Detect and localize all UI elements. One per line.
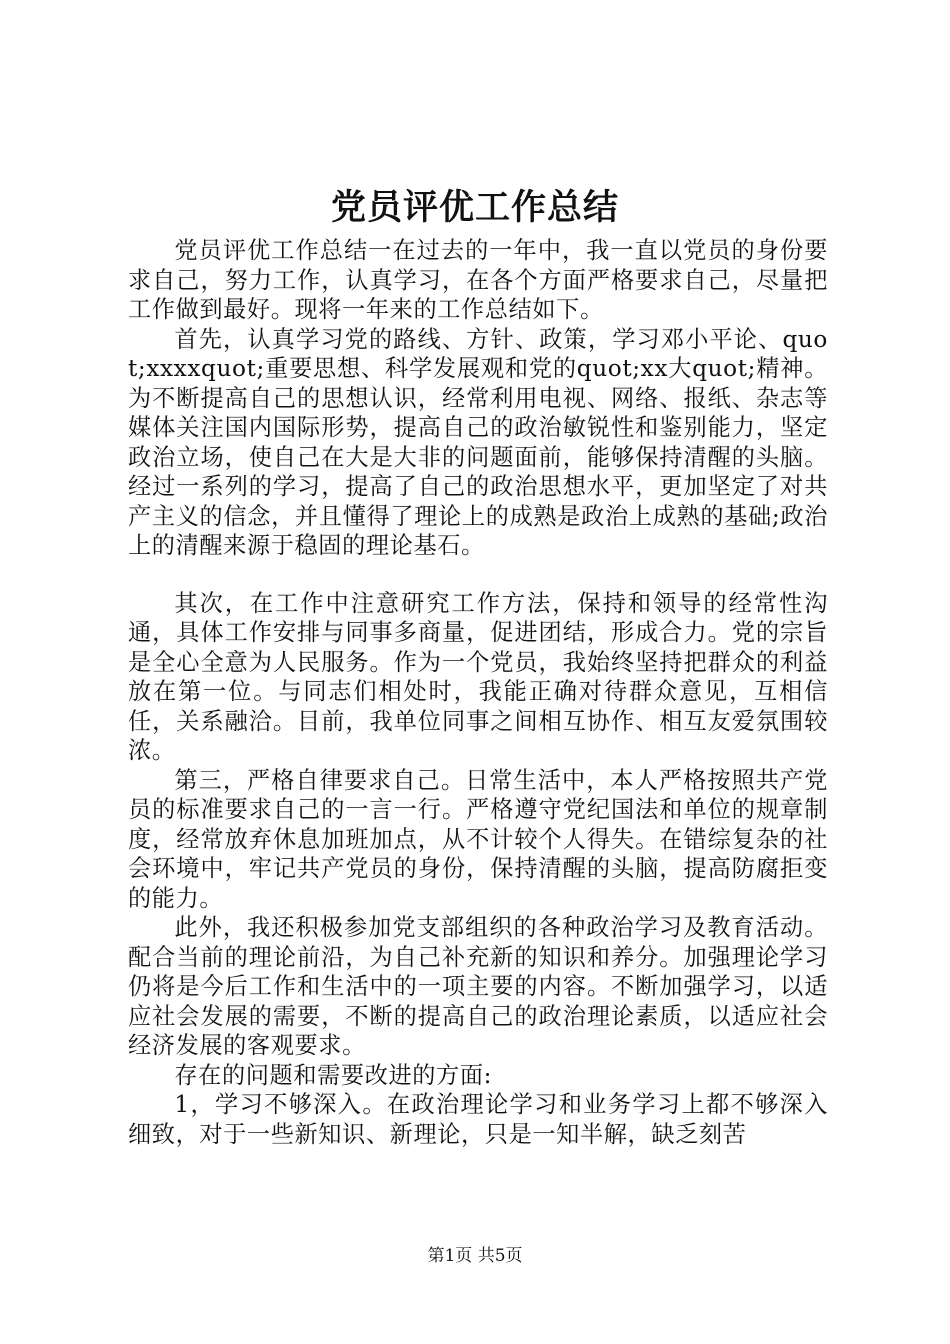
paragraph-third: 第三，严格自律要求自己。日常生活中，本人严格按照共产党员的标准要求自己的一言一行。严格遵守党纪国法和单位的规章制度，经常放弃休息加班加点，从不计较个人得失。在错综复杂的社会环境中，牢记共产党员的身份，保持清醒的头脑，提高防腐拒变的能力。: [128, 766, 828, 912]
paragraph-first: 首先，认真学习党的路线、方针、政策，学习邓小平论、quot;xxxxquot;重要思想、科学发展观和党的quot;xx大quot;精神。为不断提高自己的思想认识，经常利用电视、网络、报纸、杂志等媒体关注国内国际形势，提高自己的政治敏锐性和鉴别能力，坚定政治立场，使自己在大是大非的问题面前，能够保持清醒的头脑。经过一系列的学习，提高了自己的政治思想水平，更加坚定了对共产主义的信念，并且懂得了理论上的成熟是政治上成熟的基础;政治上的清醒来源于稳固的理论基石。: [128, 325, 828, 559]
paragraph-additionally: 此外，我还积极参加党支部组织的各种政治学习及教育活动。配合当前的理论前沿，为自己补充新的知识和养分。加强理论学习仍将是今后工作和生活中的一项主要的内容。不断加强学习，以适应社会发展的需要，不断的提高自己的政治理论素质，以适应社会经济发展的客观要求。: [128, 914, 828, 1059]
paragraph-intro: 党员评优工作总结一在过去的一年中，我一直以党员的身份要求自己，努力工作，认真学习，在各个方面严格要求自己，尽量把工作做到最好。现将一年来的工作总结如下。: [128, 237, 828, 323]
document-body: [128, 236, 828, 1149]
document-title: 党员评优工作总结: [330, 187, 619, 228]
paragraph-problem-1: 1，学习不够深入。在政治理论学习和业务学习上都不够深入细致，对于一些新知识、新理论，只是一知半解，缺乏刻苦: [128, 1091, 828, 1148]
page-number-footer: 第1页 共5页: [427, 1246, 523, 1266]
paragraph-second: 其次，在工作中注意研究工作方法，保持和领导的经常性沟通，具体工作安排与同事多商量，促进团结，形成合力。党的宗旨是全心全意为人民服务。作为一个党员，我始终坚持把群众的利益放在第一位。与同志们相处时，我能正确对待群众意见，互相信任，关系融洽。目前，我单位同事之间相互协作、相互友爱氛围较浓。: [128, 589, 828, 764]
paragraph-problems-heading: 存在的问题和需要改进的方面:: [174, 1061, 493, 1089]
